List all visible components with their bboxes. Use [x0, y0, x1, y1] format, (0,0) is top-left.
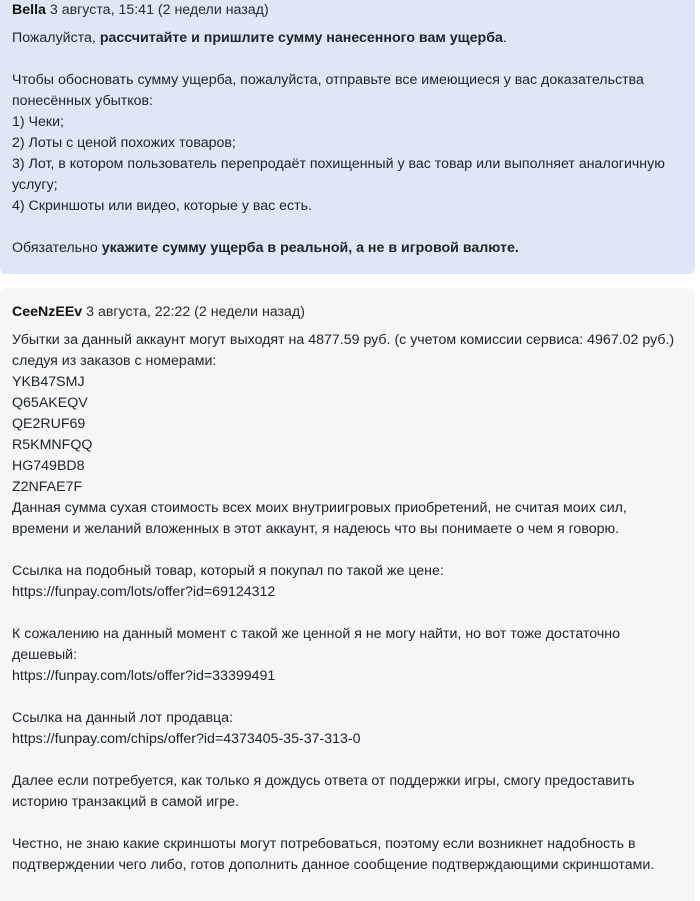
order-id: Z2NFAE7F	[12, 479, 83, 495]
link-text: https://funpay.com/lots/offer?id=33399491	[12, 668, 276, 684]
order-id: HG749BD8	[12, 458, 85, 474]
message-line: Ссылка на подобный товар, который я покупал по такой же цене:	[12, 563, 444, 579]
message-body	[12, 28, 683, 259]
message-line: Честно, не знаю какие скриншоты могут потребоваться, поэтому если возникнет надобность в подтверждении чего либо, готов дополнить данное сообщение подтверждающими скриншотами.	[12, 836, 655, 873]
list-item: 4) Скриншоты или видео, которые у вас есть.	[12, 198, 312, 214]
list-item: 1) Чеки;	[12, 114, 64, 130]
message-line: Ссылка на данный лот продавца:	[12, 710, 234, 726]
order-id: YKB47SMJ	[12, 374, 85, 390]
text-segment: .	[502, 30, 507, 46]
user-message	[0, 288, 695, 901]
message-line: Убытки за данный аккаунт могут выходят на 4877.59 руб. (с учетом комиссии сервиса: 4967.02 руб.) следуя из заказов с номерами:	[12, 332, 679, 369]
message-date: 3 августа, 15:41 (2 недели назад)	[49, 2, 269, 18]
order-id: R5KMNFQQ	[12, 437, 93, 453]
order-id: Q65AKEQV	[12, 395, 88, 411]
blank-line	[12, 49, 683, 70]
message-line: Чтобы обосновать сумму ущерба, пожалуйста, отправьте все имеющиеся у вас доказательства понесённых убытков:	[12, 72, 648, 109]
message-line	[12, 28, 683, 49]
blank-line	[12, 687, 683, 708]
message-header	[12, 0, 683, 21]
link-text: https://funpay.com/lots/offer?id=69124312	[12, 584, 276, 600]
blank-line	[12, 813, 683, 834]
blank-line	[12, 750, 683, 771]
message-author[interactable]: CeeNzEEv	[12, 304, 83, 320]
bold-text: укажите сумму ущерба в реальной, а не в игровой валюте.	[101, 240, 519, 256]
message-header	[12, 302, 683, 323]
message-line: Далее если потребуется, как только я дождусь ответа от поддержки игры, смогу предоставить историю транзакций в самой игре.	[12, 773, 639, 810]
list-item: 3) Лот, в котором пользователь перепродаёт похищенный у вас товар или выполняет аналогичную услугу;	[12, 156, 669, 193]
support-message	[0, 0, 695, 274]
message-date: 3 августа, 22:22 (2 недели назад)	[86, 304, 305, 320]
message-line	[12, 238, 683, 259]
blank-line	[12, 603, 683, 624]
list-item: 2) Лоты с ценой похожих товаров;	[12, 135, 236, 151]
bold-text: рассчитайте и пришлите сумму нанесенного вам ущерба	[99, 30, 503, 46]
message-line: К сожалению на данный момент с такой же ценной я не могу найти, но вот тоже достаточно дешевый:	[12, 626, 624, 663]
text-segment: Пожалуйста,	[12, 30, 100, 46]
link-text: https://funpay.com/chips/offer?id=4373405-35-37-313-0	[12, 731, 361, 747]
blank-line	[12, 540, 683, 561]
order-id: QE2RUF69	[12, 416, 86, 432]
message-body	[12, 330, 683, 876]
message-author[interactable]: Bella	[12, 2, 46, 18]
text-segment: Обязательно	[12, 240, 102, 256]
blank-line	[12, 217, 683, 238]
message-line: Данная сумма сухая стоимость всех моих внутриигровых приобретений, не считая моих сил, времени и желаний вложенных в этот аккаунт, я надеюсь что вы понимаете о чем я говорю.	[12, 500, 631, 537]
